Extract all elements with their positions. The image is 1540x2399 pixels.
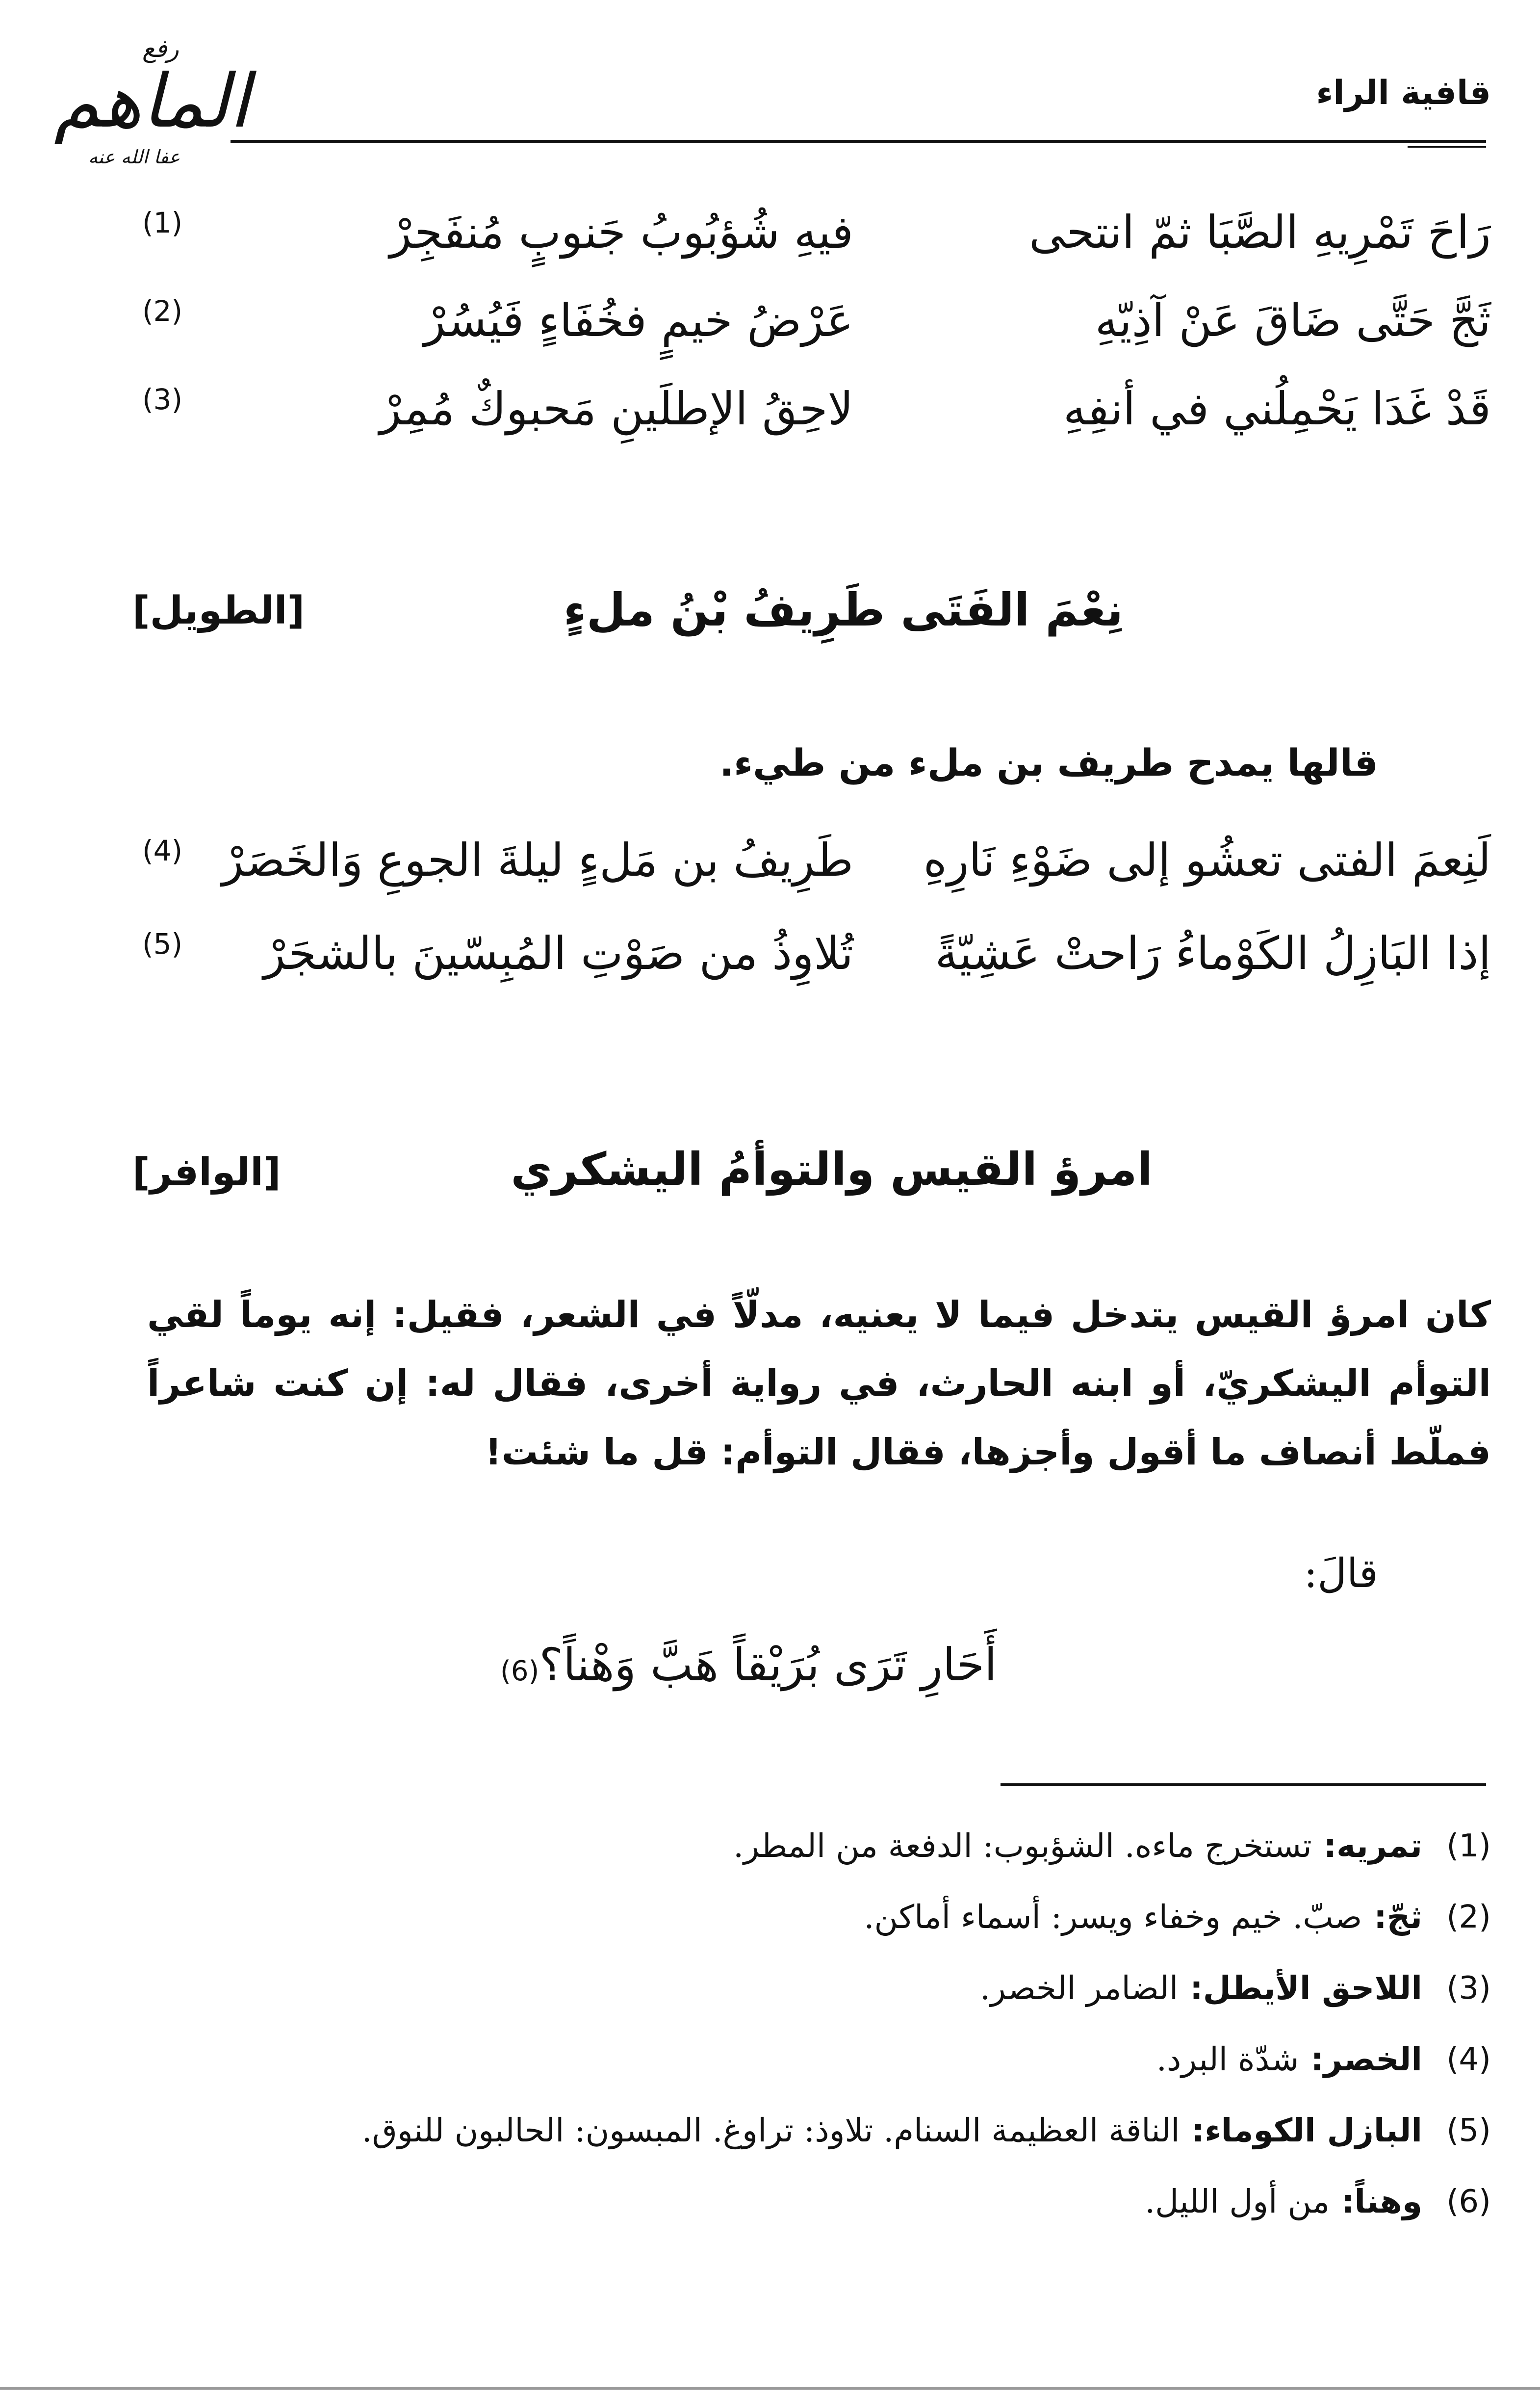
footnote-number: (4) — [1446, 2041, 1491, 2078]
footnote-number: (6) — [1446, 2183, 1491, 2220]
verse-first-hemistich: إذا البَازِلُ الكَوْماءُ رَاحتْ عَشِيّةً — [935, 927, 1491, 980]
verse-line — [142, 834, 1491, 908]
footnote-term: ثجّ: — [1374, 1898, 1422, 1936]
logo-top-text: رفع — [142, 34, 179, 63]
footnote-text: تستخرج ماءه. الشؤبوب: الدفعة من المطر. — [733, 1827, 1312, 1865]
footnote-number: (1) — [1446, 1827, 1491, 1864]
footnote-text: من أول الليل. — [1145, 2183, 1330, 2220]
footnote-item — [147, 1810, 1491, 1881]
footnote-number: (2) — [1446, 1899, 1491, 1935]
footnote-mark: (5) — [142, 927, 183, 961]
logo-sub-text: عفا الله عنه — [88, 146, 180, 168]
verse-first-hemistich: قَدْ غَدَا يَحْمِلُني في أنفِهِ — [1063, 383, 1491, 435]
footnote-item — [147, 1953, 1491, 2024]
poem-intro-paragraph: كان امرؤ القيس يتدخل فيما لا يعنيه، مدلّاً في الشعر، فقيل: إنه يوماً لقي التوأم اليشكريّ، أو ابنه الحارث، في رواية أخرى، فقال له: إن كنت شاعراً فملّط أنصاف ما أقول وأجزها، فقال التوأم: قل ما شئت! — [147, 1294, 1491, 1473]
single-verse — [500, 1639, 997, 1691]
verse-line — [142, 206, 1491, 280]
footnote-term: البازل الكوماء: — [1191, 2112, 1422, 2149]
footnote-term: تمريه: — [1323, 1827, 1422, 1865]
footnote-text: شدّة البرد. — [1156, 2040, 1299, 2078]
footnote-item — [147, 2095, 1491, 2166]
verse-second-hemistich: فيهِ شُؤبُوبُ جَنوبٍ مُنفَجِرْ — [389, 206, 853, 259]
verse-line — [142, 927, 1491, 1001]
poem-meter: [الطويل] — [132, 589, 305, 633]
qal-label: قالَ: — [1304, 1550, 1378, 1597]
footnote-mark: (6) — [500, 1655, 539, 1687]
footnote-term: اللاحق الأيطل: — [1190, 1969, 1422, 2007]
poem-title: نِعْمَ الفَتَى طَرِيفُ بْنُ ملءٍ — [563, 584, 1123, 636]
verse-line — [142, 294, 1491, 368]
verse-first-hemistich: ثَجَّ حَتَّى ضَاقَ عَنْ آذِيّهِ — [1095, 294, 1491, 347]
footnote-mark: (2) — [142, 294, 183, 328]
poem-meter: [الوافر] — [132, 1150, 281, 1195]
footnote-mark: (1) — [142, 206, 183, 239]
logo-main-text: الماهم — [54, 59, 250, 144]
logo-stamp — [34, 34, 250, 182]
footnote-text: الضامر الخصر. — [980, 1969, 1179, 2007]
footnote-item — [147, 2024, 1491, 2095]
verse-second-hemistich: طَرِيفُ بن مَلءٍ ليلةَ الجوعِ وَالخَصَرْ — [222, 834, 853, 887]
footnote-rule — [1001, 1783, 1486, 1786]
page-bottom-edge — [0, 2387, 1540, 2390]
footnote-mark: (4) — [142, 834, 183, 867]
verse-second-hemistich: عَرْضُ خيمٍ فخُفَاءٍ فَيُسُرْ — [423, 294, 853, 347]
verse-first-hemistich: رَاحَ تَمْرِيهِ الصَّبَا ثمّ انتحى — [1029, 206, 1491, 259]
footnotes — [147, 1810, 1491, 2237]
section-title: قافية الراء — [1316, 74, 1491, 112]
verse-second-hemistich: لاحِقُ الإطلَينِ مَحبوكٌ مُمِرْ — [379, 383, 853, 435]
footnote-term: الخصر: — [1310, 2040, 1422, 2078]
poem-title: امرؤ القيس والتوأمُ اليشكري — [511, 1143, 1153, 1196]
verse-second-hemistich: تُلاوِذُ من صَوْتِ المُبِسّينَ بالشجَرْ — [263, 927, 853, 980]
poem-intro: قالها يمدح طريف بن ملء من طيء. — [719, 741, 1378, 784]
footnote-item — [147, 1881, 1491, 1953]
footnote-mark: (3) — [142, 383, 183, 416]
verse-line — [142, 383, 1491, 456]
verse-first-hemistich: لَنِعمَ الفتى تعشُو إلى ضَوْءِ نَارِهِ — [923, 834, 1491, 887]
footnote-item — [147, 2166, 1491, 2237]
footnote-number: (3) — [1446, 1970, 1491, 2007]
header-rule-accent — [1408, 146, 1486, 148]
footnote-text: صبّ. خيم وخفاء ويسر: أسماء أماكن. — [864, 1898, 1362, 1936]
header-rule — [231, 140, 1486, 143]
footnote-term: وهناً: — [1341, 2183, 1422, 2220]
verse-text: أَحَارِ تَرَى بُرَيْقاً هَبَّ وَهْناً؟ — [539, 1639, 997, 1691]
footnote-number: (5) — [1446, 2112, 1491, 2149]
footnote-text: الناقة العظيمة السنام. تلاوذ: تراوغ. المبسون: الحالبون للنوق. — [361, 2112, 1180, 2149]
